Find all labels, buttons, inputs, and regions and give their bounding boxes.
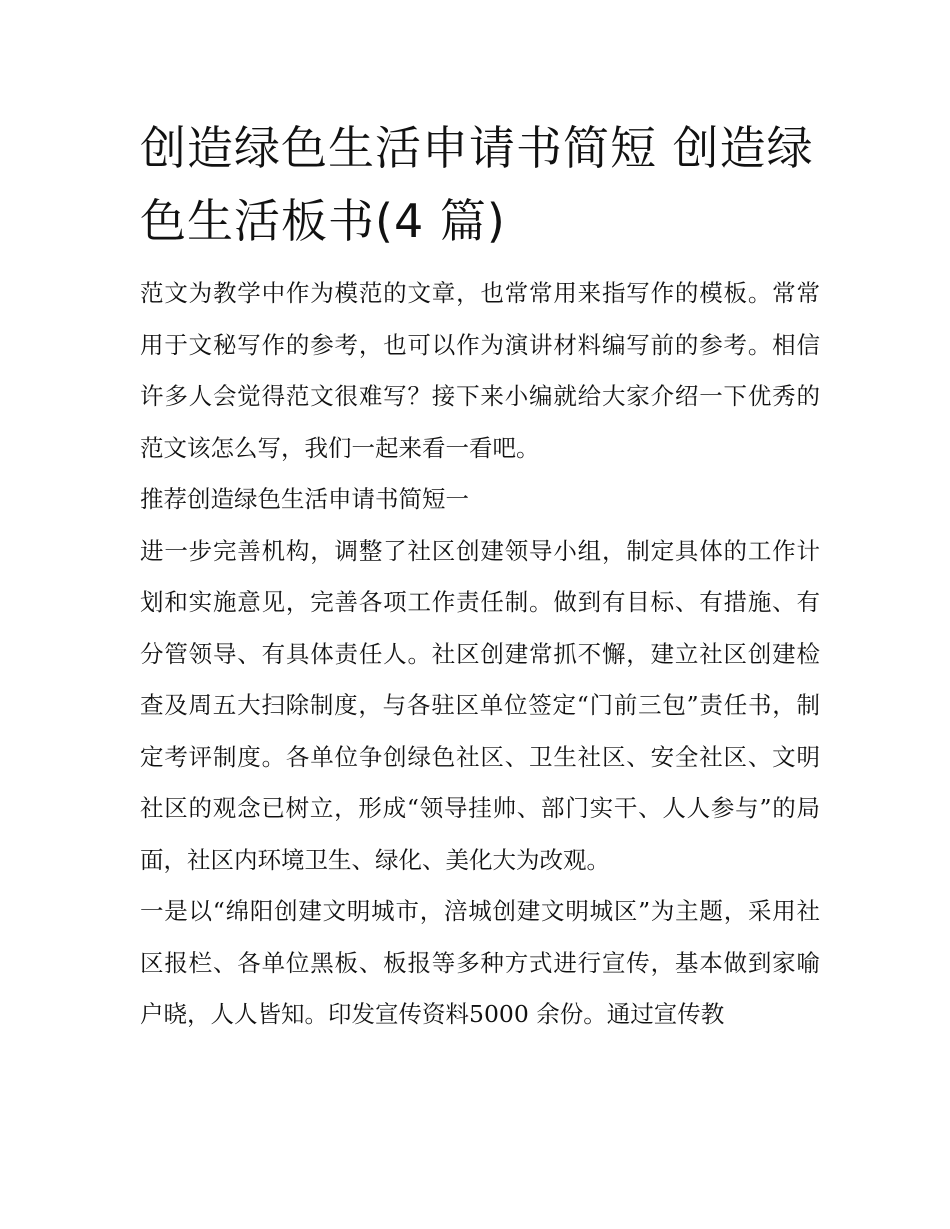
intro-paragraph: 范文为教学中作为模范的文章，也常常用来指写作的模板。常常用于文秘写作的参考，也可以作为演讲材料编写前的参考。相信许多人会觉得范文很难写？接下来小编就给大家介绍一下优秀的范文该怎么写，我们一起来看一看吧。 — [140, 279, 820, 462]
body-paragraph-1: 进一步完善机构，调整了社区创建领导小组，制定具体的工作计划和实施意见，完善各项工作责任制。做到有目标、有措施、有分管领导、有具体责任人。社区创建常抓不懈，建立社区创建检查及周五大扫除制度，与各驻区单位签定“门前三包”责任书，制定考评制度。各单位争创绿色社区、卫生社区、安全社区、文明社区的观念已树立，形成“领导挂帅、部门实干、人人参与”的局面，社区内环境卫生、绿化、美化大为改观。 — [140, 536, 820, 874]
document-title: 创造绿色生活申请书简短 创造绿色生活板书(4 篇) — [140, 121, 814, 248]
body-paragraph-2: 一是以“绵阳创建文明城市，涪城创建文明城区”为主题，采用社区报栏、各单位黑板、板报等多种方式进行宣传，基本做到家喻户晓，人人皆知。印发宣传资料5000 余份。通过宣传教 — [140, 897, 820, 1028]
document-body — [140, 112, 820, 1041]
section-heading: 推荐创造绿色生活申请书简短一 — [140, 485, 469, 513]
